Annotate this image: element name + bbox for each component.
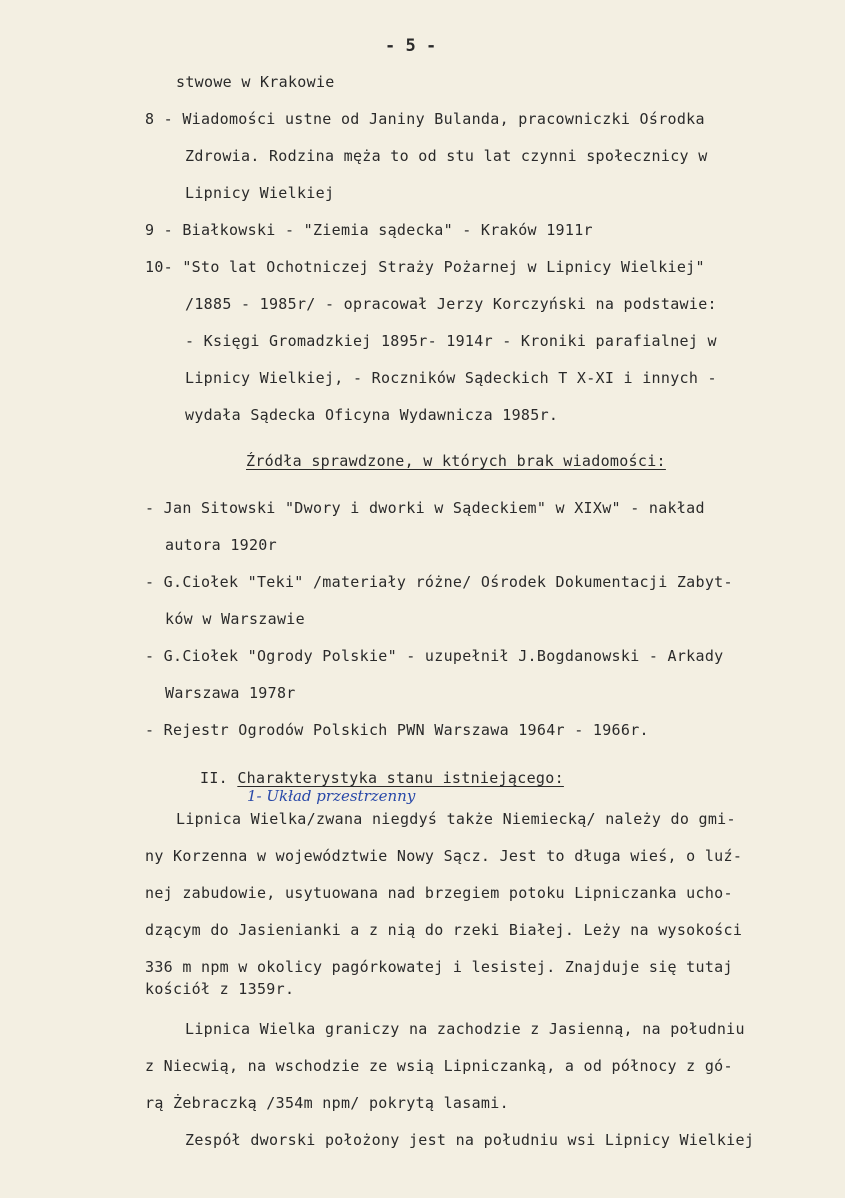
text-line: Zespół dworski położony jest na południu wsi Lipnicy Wielkiej	[185, 1131, 755, 1149]
heading-text: II. Charakterystyka stanu istniejącego:	[200, 769, 564, 787]
text-line: wydała Sądecka Oficyna Wydawnicza 1985r.	[185, 406, 559, 424]
text-line: - G.Ciołek "Ogrody Polskie" - uzupełnił J.Bogdanowski - Arkady	[145, 647, 724, 665]
text-line: ny Korzenna w województwie Nowy Sącz. Jest to długa wieś, o luź-	[145, 847, 743, 865]
text-line: - Rejestr Ogrodów Polskich PWN Warszawa 1964r - 1966r.	[145, 721, 649, 739]
text-line: /1885 - 1985r/ - opracował Jerzy Korczyński na podstawie:	[185, 295, 717, 313]
text-line: z Niecwią, na wschodzie ze wsią Lipniczanką, a od północy z gó-	[145, 1057, 733, 1075]
text-line: nej zabudowie, usytuowana nad brzegiem potoku Lipniczanka ucho-	[145, 884, 733, 902]
section-heading-characteristics	[200, 769, 564, 787]
text-line: stwowe w Krakowie	[176, 73, 335, 91]
text-line: kościół z 1359r.	[145, 980, 295, 998]
text-line: 8 - Wiadomości ustne od Janiny Bulanda, pracowniczki Ośrodka	[145, 110, 705, 128]
text-line: - Jan Sitowski "Dwory i dworki w Sądeckiem" w XIXw" - nakład	[145, 499, 705, 517]
text-line: Lipnica Wielka/zwana niegdyś także Niemiecką/ należy do gmi-	[176, 810, 736, 828]
text-line: - Księgi Gromadzkiej 1895r- 1914r - Kroniki parafialnej w	[185, 332, 717, 350]
section-heading-sources: Źródła sprawdzone, w których brak wiadomości:	[246, 452, 666, 470]
text-line: Zdrowia. Rodzina męża to od stu lat czynni społecznicy w	[185, 147, 708, 165]
text-line: Lipnicy Wielkiej	[185, 184, 335, 202]
text-line: ków w Warszawie	[165, 610, 305, 628]
text-line: rą Żebraczką /354m npm/ pokrytą lasami.	[145, 1094, 509, 1112]
text-line: Warszawa 1978r	[165, 684, 296, 702]
heading-underlined-text: Charakterystyka stanu istniejącego:	[237, 769, 564, 787]
text-line: autora 1920r	[165, 536, 277, 554]
text-line: 9 - Białkowski - "Ziemia sądecka" - Kraków 1911r	[145, 221, 593, 239]
text-line: Lipnicy Wielkiej, - Roczników Sądeckich T X-XI i innych -	[185, 369, 717, 387]
text-line: 336 m npm w okolicy pagórkowatej i lesistej. Znajduje się tutaj	[145, 958, 733, 976]
text-line: 10- "Sto lat Ochotniczej Straży Pożarnej w Lipnicy Wielkiej"	[145, 258, 705, 276]
text-line: dzącym do Jasienianki a z nią do rzeki Białej. Leży na wysokości	[145, 921, 743, 939]
handwritten-note: 1- Układ przestrzenny	[247, 787, 416, 805]
text-line: - G.Ciołek "Teki" /materiały różne/ Ośrodek Dokumentacji Zabyt-	[145, 573, 733, 591]
text-line: Lipnica Wielka graniczy na zachodzie z Jasienną, na południu	[185, 1020, 745, 1038]
page-number: - 5 -	[385, 36, 437, 56]
